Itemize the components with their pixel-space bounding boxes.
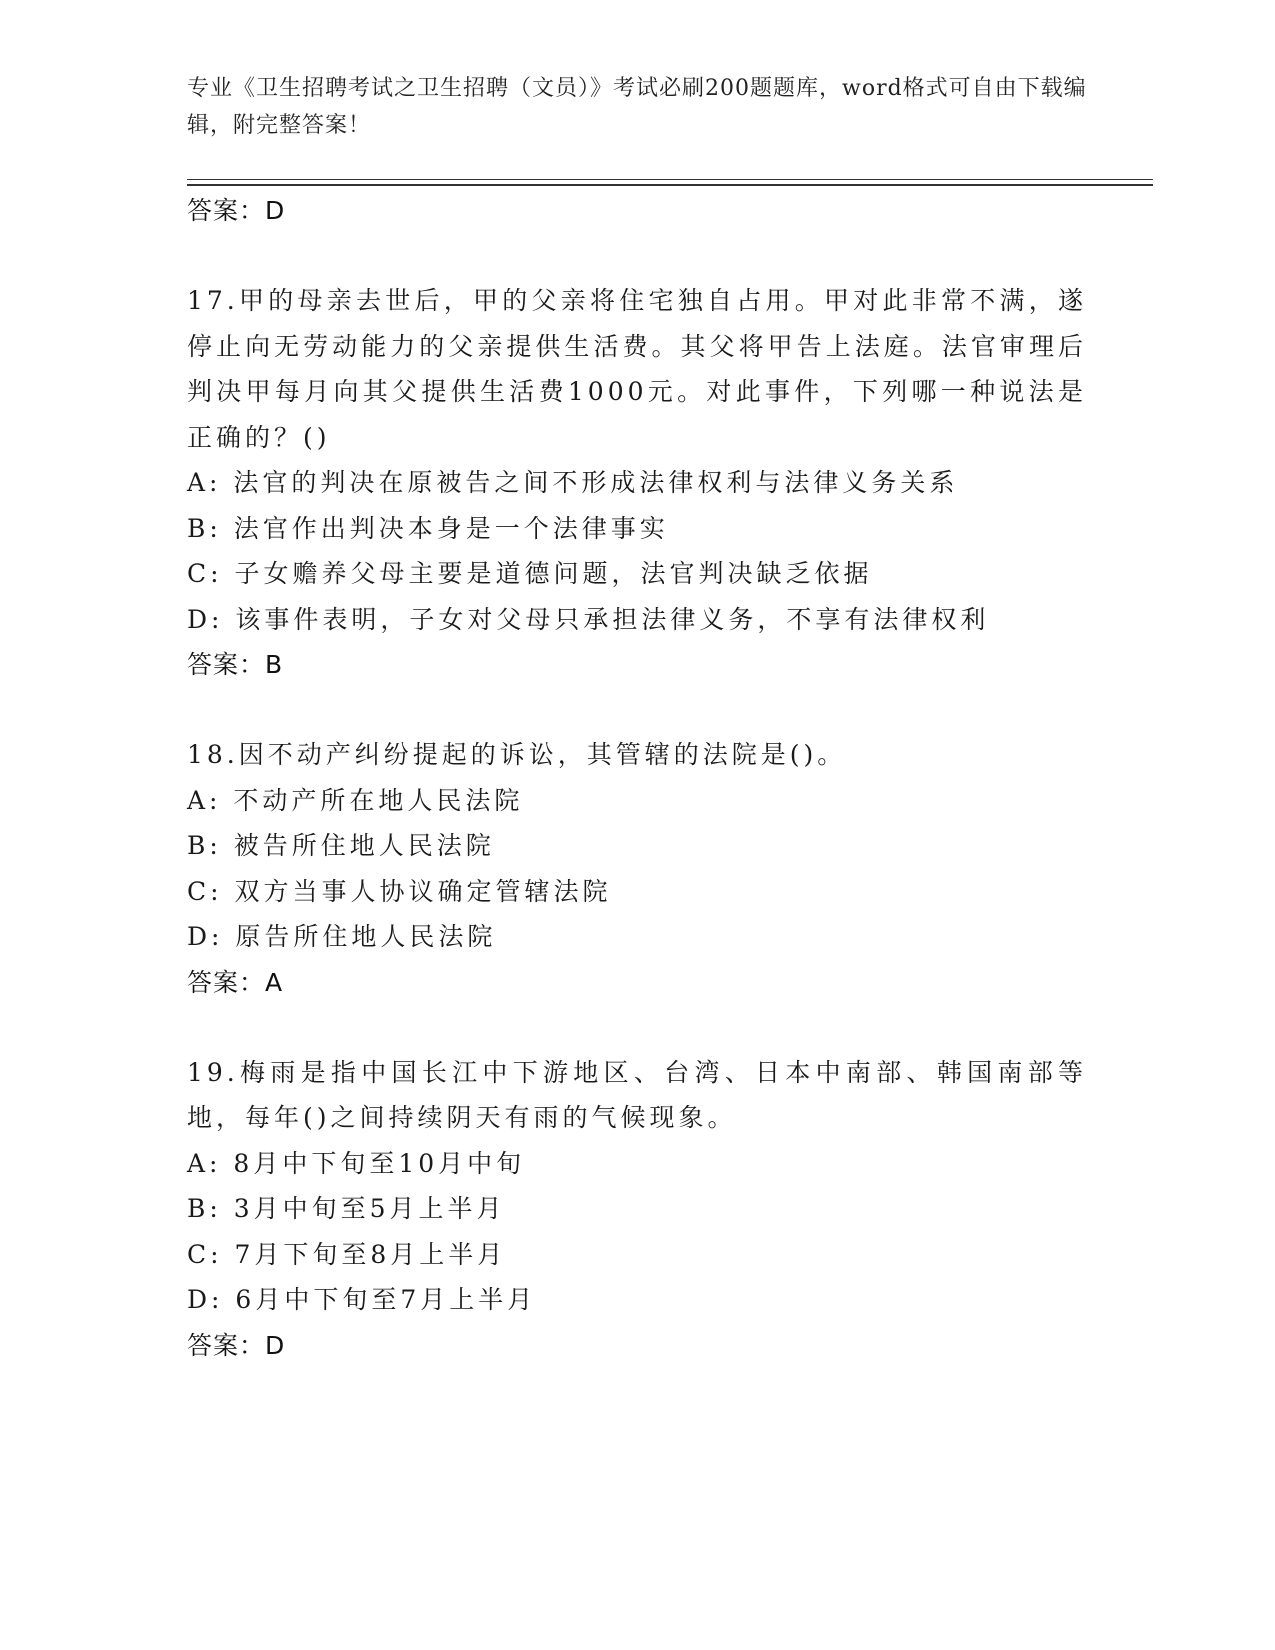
answer-line: 答案：A [187,967,284,997]
option-a: A: 8月中下旬至10月中旬 [187,1148,526,1178]
header-rule-thick [187,184,1153,186]
option-b: B: 被告所住地人民法院 [187,831,495,860]
option-a: A: 法官的判决在原被告之间不形成法律权利与法律义务关系 [187,468,959,497]
document-body [187,188,1087,1368]
option-d: D: 原告所住地人民法院 [187,922,497,951]
option-d: D: 该事件表明，子女对父母只承担法律义务，不享有法律权利 [187,604,990,634]
question-text: 17.甲的母亲去世后，甲的父亲将住宅独自占用。甲对此非常不满，遂停止向无劳动能力的父亲提供生活费。其父将甲告上法庭。法官审理后判决甲每月向其父提供生活费1000元。对此事件，下列哪一种说法是正确的？() [187,286,1087,452]
question-text: 18.因不动产纠纷提起的诉讼，其管辖的法院是()。 [187,740,847,769]
question-19 [187,1050,1087,1368]
option-a: A: 不动产所在地人民法院 [187,785,524,815]
question-17 [187,278,1087,687]
answer-line: 答案：D [187,1330,286,1360]
option-c: C: 双方当事人协议确定管辖法院 [187,876,612,906]
question-18 [187,732,1087,1005]
option-b: B: 法官作出判决本身是一个法律事实 [187,513,669,543]
option-d: D: 6月中下旬至7月上半月 [187,1285,537,1314]
document-header: 专业《卫生招聘考试之卫生招聘（文员）》考试必刷200题题库，word格式可自由下载编辑，附完整答案！ [187,76,1087,138]
previous-question-answer: 答案：D [187,196,286,225]
header-rule-thin [187,179,1153,180]
option-c: C: 7月下旬至8月上半月 [187,1239,507,1269]
question-text: 19.梅雨是指中国长江中下游地区、台湾、日本中南部、韩国南部等地，每年()之间持续阴天有雨的气候现象。 [187,1057,1087,1132]
option-b: B: 3月中旬至5月上半月 [187,1194,506,1223]
option-c: C: 子女赡养父母主要是道德问题，法官判决缺乏依据 [187,559,873,588]
answer-line: 答案：B [187,650,284,679]
